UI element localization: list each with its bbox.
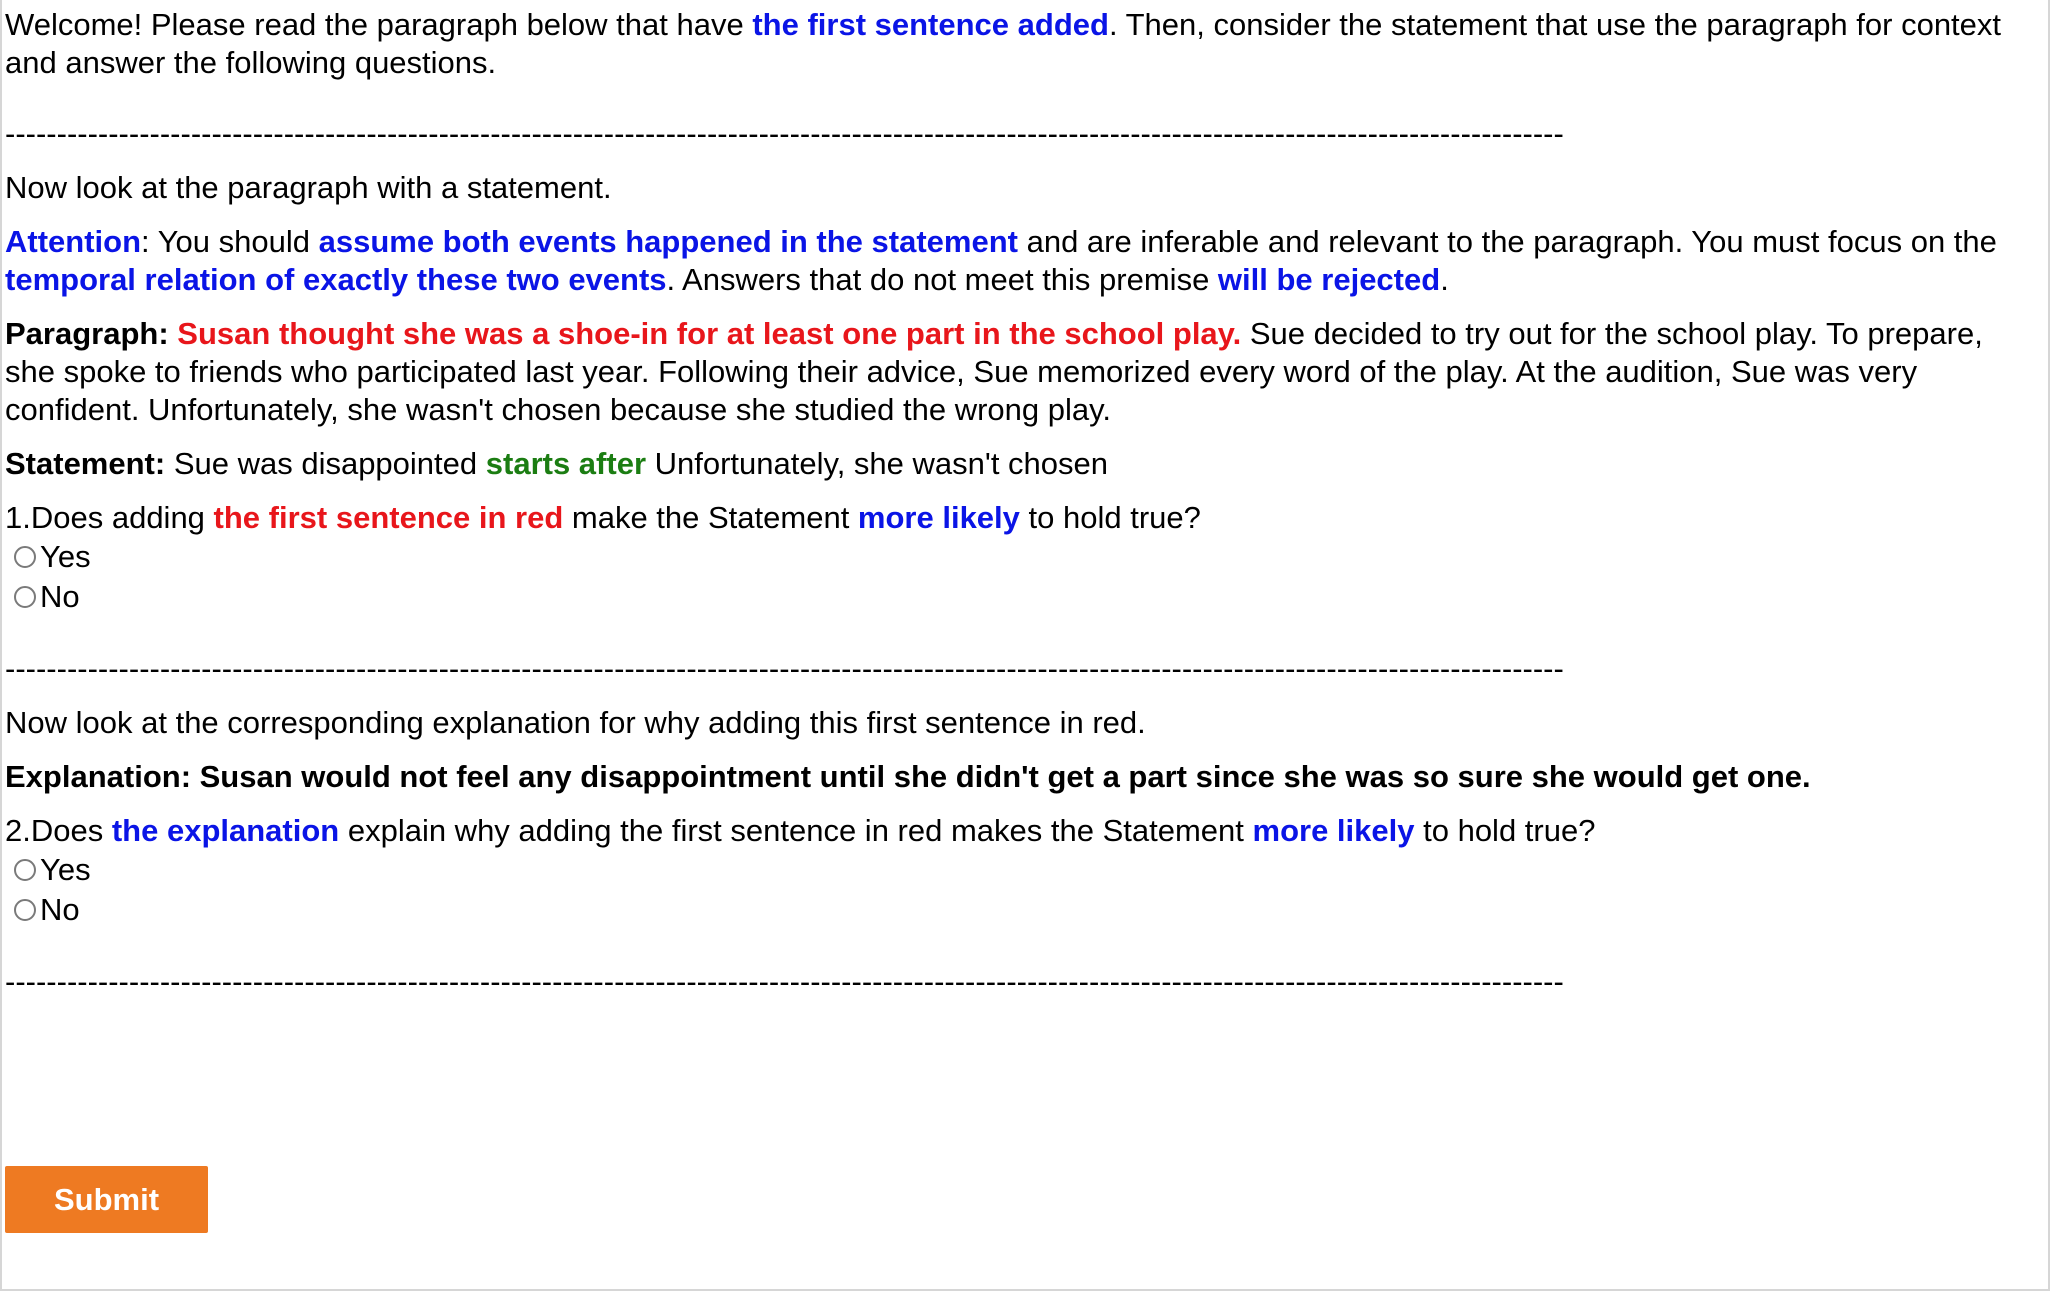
paragraph-first-sentence: Susan thought she was a shoe-in for at least one part in the school play. bbox=[177, 316, 1242, 351]
q2-no-radio[interactable] bbox=[14, 899, 36, 921]
intro-highlight: the first sentence added bbox=[752, 7, 1109, 42]
statement-event: Sue was disappointed bbox=[165, 446, 486, 481]
attention-part: : You should bbox=[141, 224, 319, 259]
attention-label: Attention bbox=[5, 224, 142, 259]
attention-part: . bbox=[1440, 262, 1449, 297]
statement-label: Statement: bbox=[5, 446, 166, 481]
question-highlight-blue: the explanation bbox=[111, 813, 340, 848]
q1-no-radio[interactable] bbox=[14, 586, 36, 608]
q1-yes-label: Yes bbox=[40, 539, 91, 574]
q2-yes-radio[interactable] bbox=[14, 859, 36, 881]
submit-button[interactable]: Submit bbox=[5, 1166, 208, 1233]
question-1 bbox=[5, 499, 2025, 537]
explanation-text: Explanation: Susan would not feel any disappointment until she didn't get a part since she was so sure she would get one. bbox=[5, 759, 1811, 794]
question-part: 1.Does adding bbox=[5, 500, 214, 535]
question-part: explain why adding the first sentence in red makes the Statement bbox=[339, 813, 1253, 848]
attention-part: . Answers that do not meet this premise bbox=[666, 262, 1218, 297]
statement-event: Unfortunately, she wasn't chosen bbox=[646, 446, 1109, 481]
intro-text-part: . Then, consider the statement that use the paragraph for context and answer the following questions. bbox=[5, 7, 2002, 80]
q1-yes-radio[interactable] bbox=[14, 546, 36, 568]
attention-highlight: assume both events happened in the statement bbox=[318, 224, 1018, 259]
statement-relation: starts after bbox=[485, 446, 647, 481]
section1-heading: Now look at the paragraph with a statement. bbox=[5, 170, 612, 205]
attention-highlight: temporal relation of exactly these two events bbox=[5, 262, 667, 297]
question-2 bbox=[5, 812, 2025, 850]
intro-text-part: Welcome! Please read the paragraph below that have bbox=[5, 7, 753, 42]
attention-highlight: will be rejected bbox=[1217, 262, 1441, 297]
question-part: 2.Does bbox=[5, 813, 112, 848]
section2-heading: Now look at the corresponding explanation for why adding this first sentence in red. bbox=[5, 705, 1146, 740]
paragraph-body: Sue decided to try out for the school play. To prepare, she spoke to friends who participated last year. Following their advice, Sue memorized every word of the play. At the audition, Sue was very confident. Unfortunately, she wasn't chosen because she studied the wrong play. bbox=[5, 316, 1983, 427]
paragraph-label: Paragraph: bbox=[5, 316, 169, 351]
q2-no-label: No bbox=[40, 892, 80, 927]
question-highlight-blue: more likely bbox=[1252, 813, 1415, 848]
q1-option-yes[interactable] bbox=[14, 537, 2025, 577]
question-2-options bbox=[5, 850, 2025, 930]
statement-text bbox=[5, 445, 2025, 483]
intro-text bbox=[5, 6, 2025, 82]
q2-yes-label: Yes bbox=[40, 852, 91, 887]
question-highlight-blue: more likely bbox=[857, 500, 1020, 535]
question-part: make the Statement bbox=[563, 500, 858, 535]
survey-content bbox=[5, 0, 2025, 1001]
question-1-options bbox=[5, 537, 2025, 617]
q2-option-yes[interactable] bbox=[14, 850, 2025, 890]
paragraph-text bbox=[5, 315, 2025, 429]
question-part: to hold true? bbox=[1019, 500, 1201, 535]
q2-option-no[interactable] bbox=[14, 890, 2025, 930]
q1-option-no[interactable] bbox=[14, 577, 2025, 617]
attention-part: and are inferable and relevant to the paragraph. You must focus on the bbox=[1017, 224, 1997, 259]
separator: ------------------------------------------------------------------------------------------------------------------------------------------------------- bbox=[5, 964, 1564, 999]
question-part: to hold true? bbox=[1414, 813, 1596, 848]
attention-text bbox=[5, 223, 2025, 299]
question-highlight-red: the first sentence in red bbox=[213, 500, 564, 535]
separator: ------------------------------------------------------------------------------------------------------------------------------------------------------- bbox=[5, 116, 1564, 151]
separator: ------------------------------------------------------------------------------------------------------------------------------------------------------- bbox=[5, 651, 1564, 686]
q1-no-label: No bbox=[40, 579, 80, 614]
